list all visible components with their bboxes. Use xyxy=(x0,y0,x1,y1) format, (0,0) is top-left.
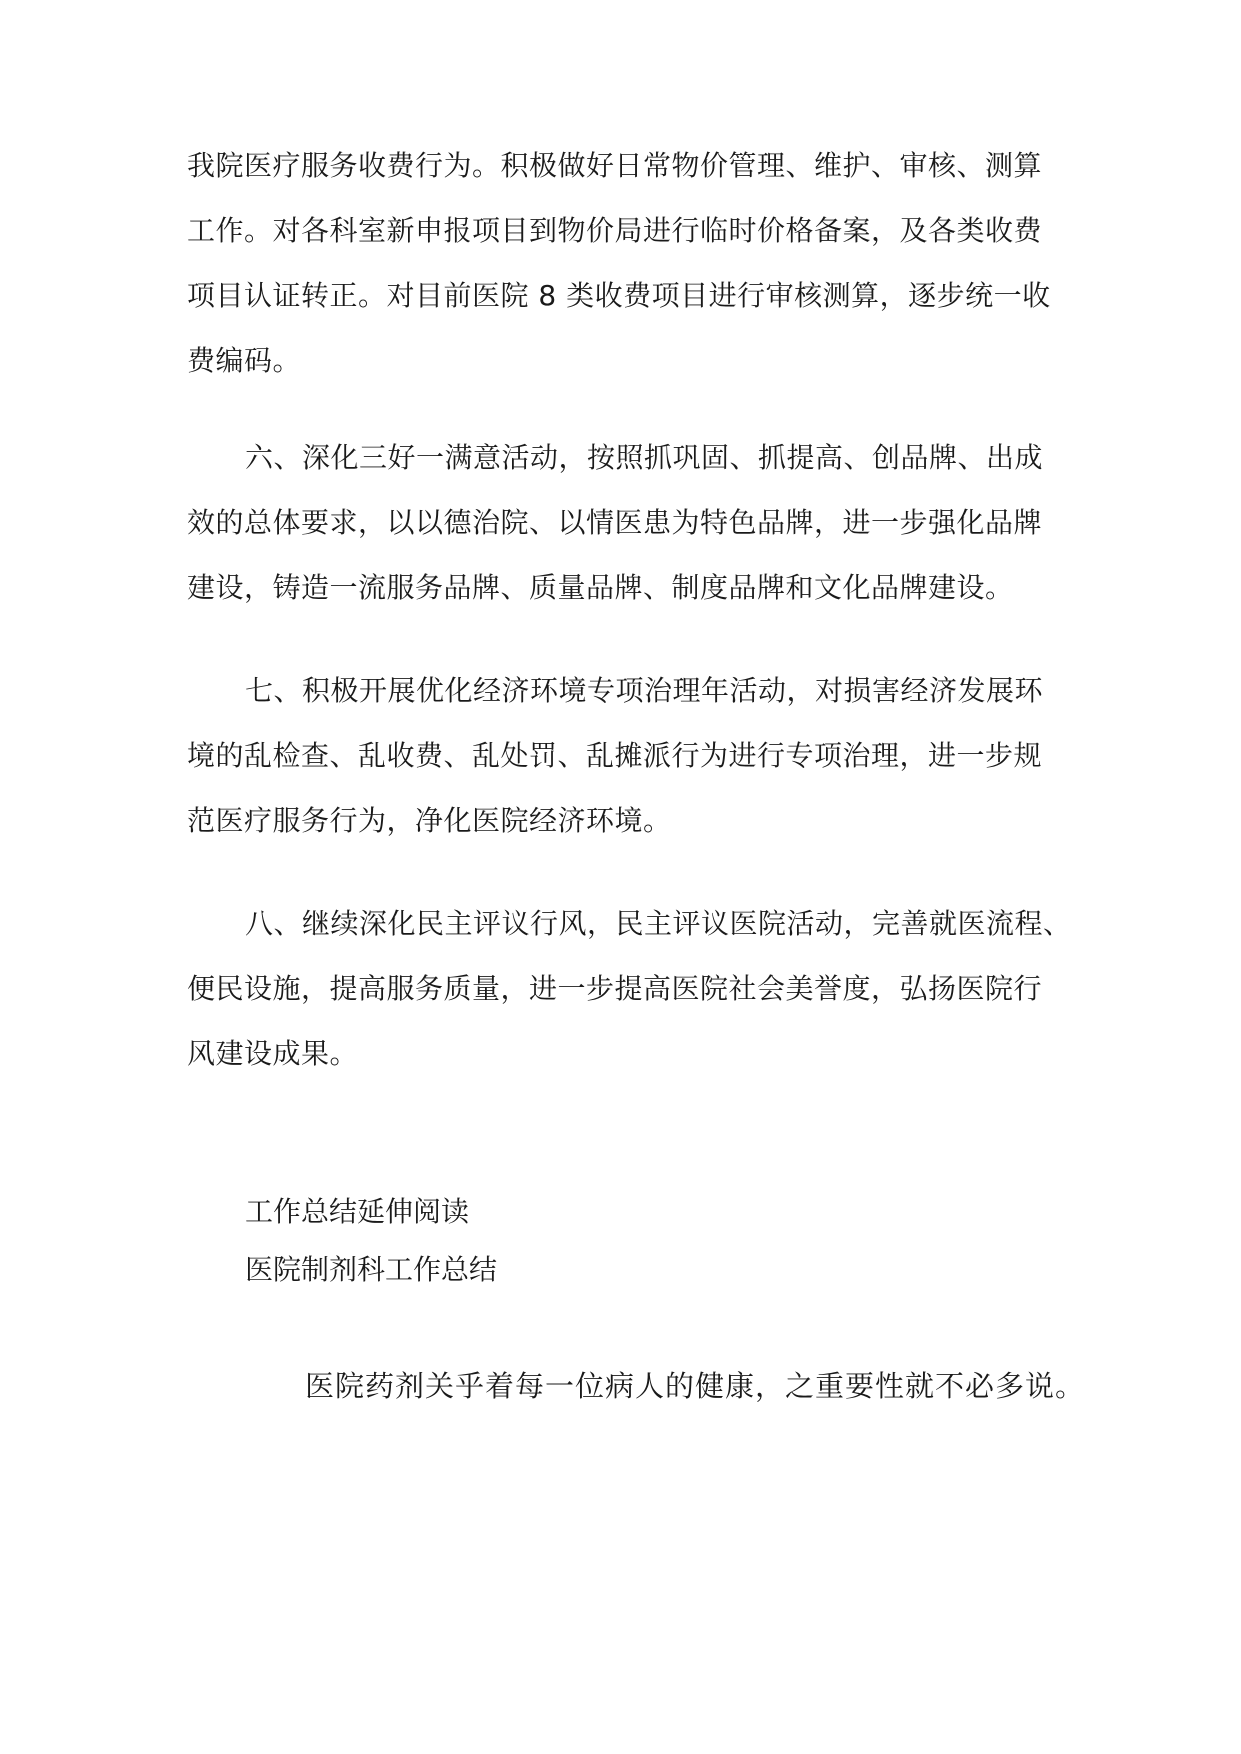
paragraph-line: 便民设施，提高服务质量，进一步提高医院社会美誉度，弘扬医院行 xyxy=(187,972,1043,1005)
paragraph-line: 七、积极开展优化经济环境专项治理年活动，对损害经济发展环 xyxy=(245,674,1044,707)
extended-reading-heading: 工作总结延伸阅读 xyxy=(245,1195,470,1228)
paragraph-line: 六、深化三好一满意活动，按照抓巩固、抓提高、创品牌、出成 xyxy=(245,441,1044,474)
paragraph-line: 境的乱检查、乱收费、乱处罚、乱摊派行为进行专项治理，进一步规 xyxy=(187,739,1043,772)
paragraph-line: 项目认证转正。对目前医院 8 类收费项目进行审核测算，逐步统一收 xyxy=(187,279,1051,312)
paragraph-item-six xyxy=(187,425,1067,620)
paragraph-item-seven xyxy=(187,658,1067,853)
paragraph-line: 工作。对各科室新申报项目到物价局进行临时价格备案，及各类收费 xyxy=(187,214,1043,247)
paragraph-line: 费编码。 xyxy=(187,344,302,377)
article-intro-text: 医院药剂关乎着每一位病人的健康，之重要性就不必多说。 xyxy=(305,1369,1086,1403)
paragraph-line: 我院医疗服务收费行为。积极做好日常物价管理、维护、审核、测算 xyxy=(187,149,1043,182)
paragraph-pricing-management xyxy=(187,133,1067,393)
paragraph-line: 建设，铸造一流服务品牌、质量品牌、制度品牌和文化品牌建设。 xyxy=(187,571,1014,604)
paragraph-line: 风建设成果。 xyxy=(187,1037,359,1070)
paragraph-line: 范医疗服务行为，净化医院经济环境。 xyxy=(187,804,672,837)
paragraph-item-eight xyxy=(187,891,1072,1086)
article-title-link[interactable]: 医院制剂科工作总结 xyxy=(245,1253,498,1286)
paragraph-line: 效的总体要求，以以德治院、以情医患为特色品牌，进一步强化品牌 xyxy=(187,506,1043,539)
paragraph-line: 八、继续深化民主评议行风，民主评议医院活动，完善就医流程、 xyxy=(245,907,1072,940)
